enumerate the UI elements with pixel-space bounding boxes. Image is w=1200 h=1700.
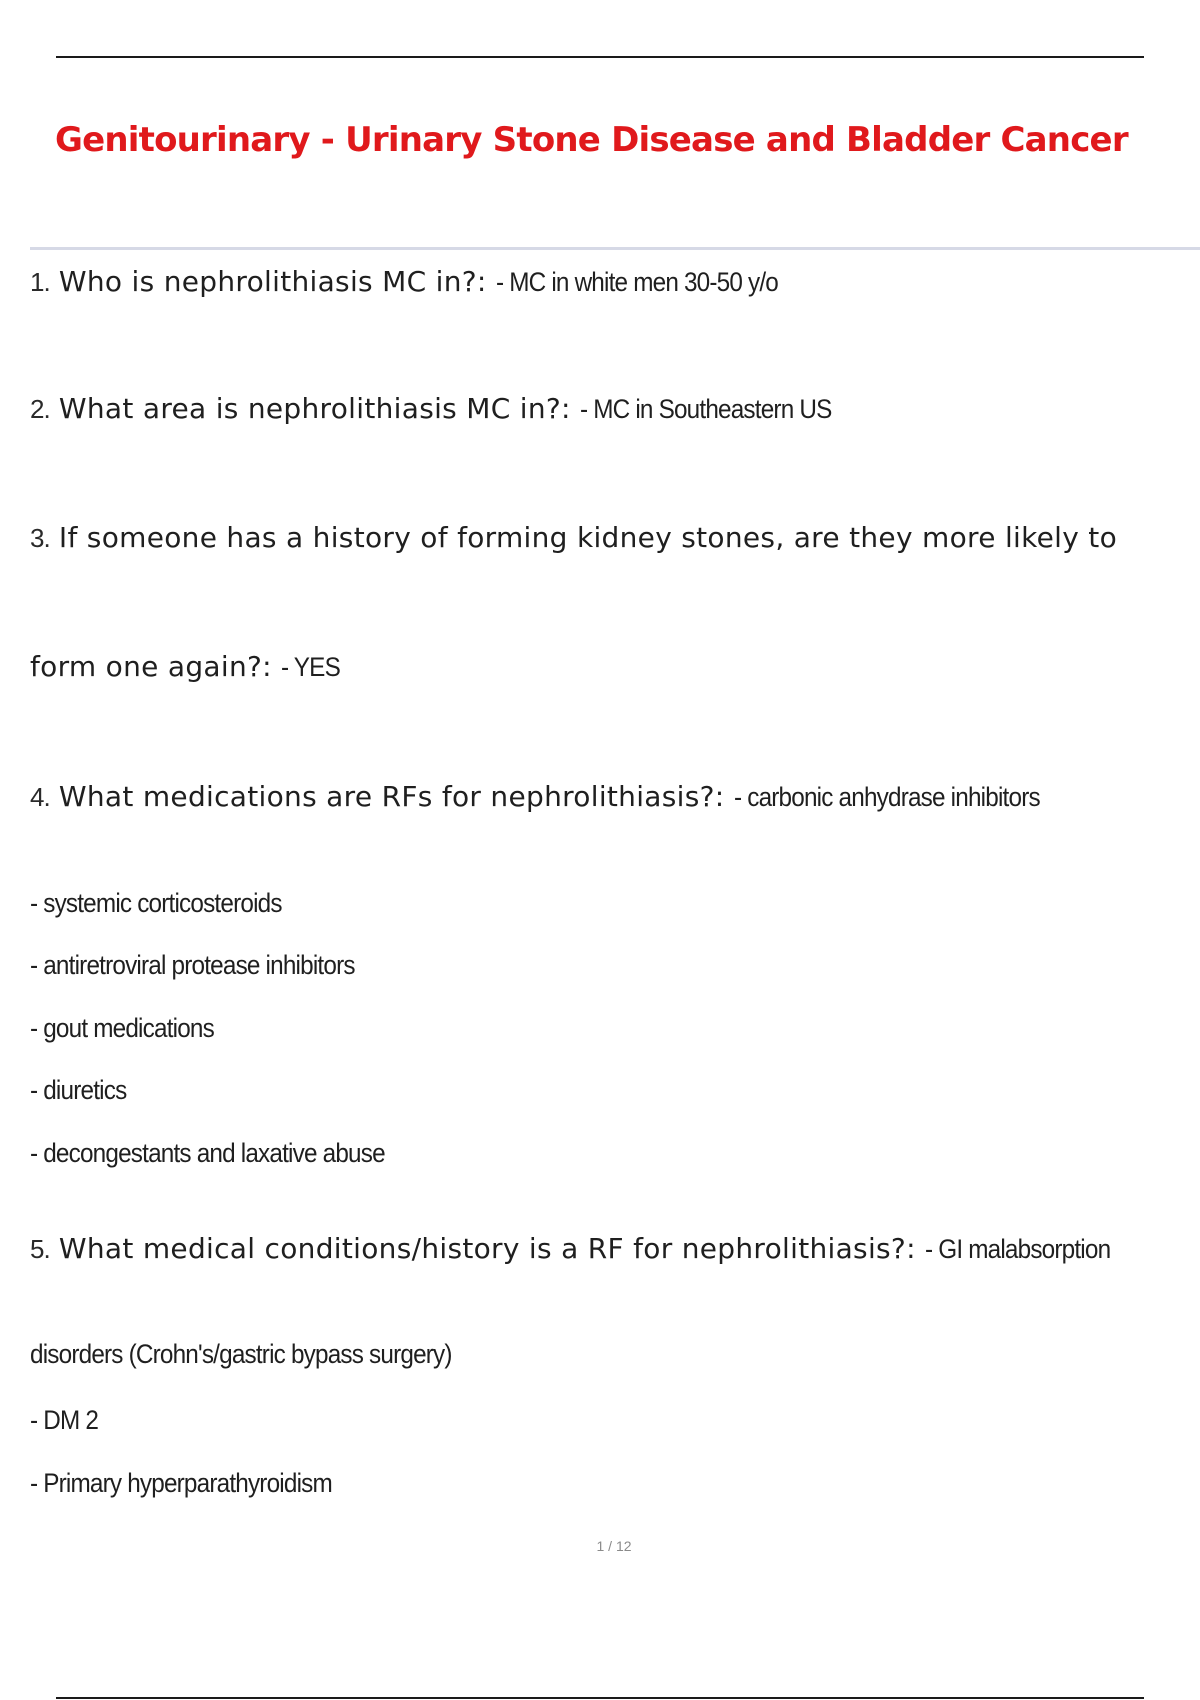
item-number: 1.: [30, 267, 50, 297]
item-number: 2.: [30, 394, 50, 424]
qa-item-1: [30, 264, 809, 305]
title-divider: [30, 247, 1200, 250]
answer-text: - YES: [281, 652, 341, 682]
qa-item-3: [30, 520, 1117, 561]
item-number: 5.: [30, 1234, 50, 1264]
answer-list-item: - gout medications: [30, 1013, 214, 1043]
answer-list-item: - Primary hyperparathyroidism: [30, 1468, 332, 1498]
question-text: If someone has a history of forming kidney stones, are they more likely to: [49, 521, 1118, 554]
top-rule: [56, 56, 1144, 58]
answer-list-item: - systemic corticosteroids: [30, 888, 282, 918]
question-text: What medical conditions/history is a RF for nephrolithiasis?:: [49, 1232, 926, 1265]
qa-item-2: [30, 391, 859, 432]
question-text: What medications are RFs for nephrolithiasis?:: [49, 780, 734, 813]
question-text-continued: form one again?:: [30, 650, 282, 683]
question-text: Who is nephrolithiasis MC in?:: [49, 265, 496, 298]
answer-text-continued: disorders (Crohn's/gastric bypass surgery): [30, 1339, 452, 1369]
item-number: 3.: [30, 523, 50, 553]
answer-text: - carbonic anhydrase inhibitors: [733, 782, 1040, 812]
answer-list-item: - diuretics: [30, 1075, 127, 1105]
answer-text: - GI malabsorption: [925, 1234, 1111, 1264]
qa-item-4: [30, 779, 1074, 820]
answer-text: - MC in Southeastern US: [580, 394, 832, 424]
question-text: What area is nephrolithiasis MC in?:: [49, 392, 580, 425]
answer-list-item: - DM 2: [30, 1405, 99, 1435]
answer-list-item: - decongestants and laxative abuse: [30, 1138, 385, 1168]
qa-item-5: [30, 1231, 1131, 1272]
qa-item-3-continued: [30, 649, 347, 690]
answer-list-item: - antiretroviral protease inhibitors: [30, 950, 355, 980]
page-number: 1 / 12: [596, 1538, 632, 1554]
document-title: Genitourinary - Urinary Stone Disease and Bladder Cancer: [55, 120, 1128, 160]
item-number: 4.: [30, 782, 50, 812]
answer-text: - MC in white men 30-50 y/o: [495, 267, 778, 297]
bottom-rule: [56, 1697, 1144, 1699]
